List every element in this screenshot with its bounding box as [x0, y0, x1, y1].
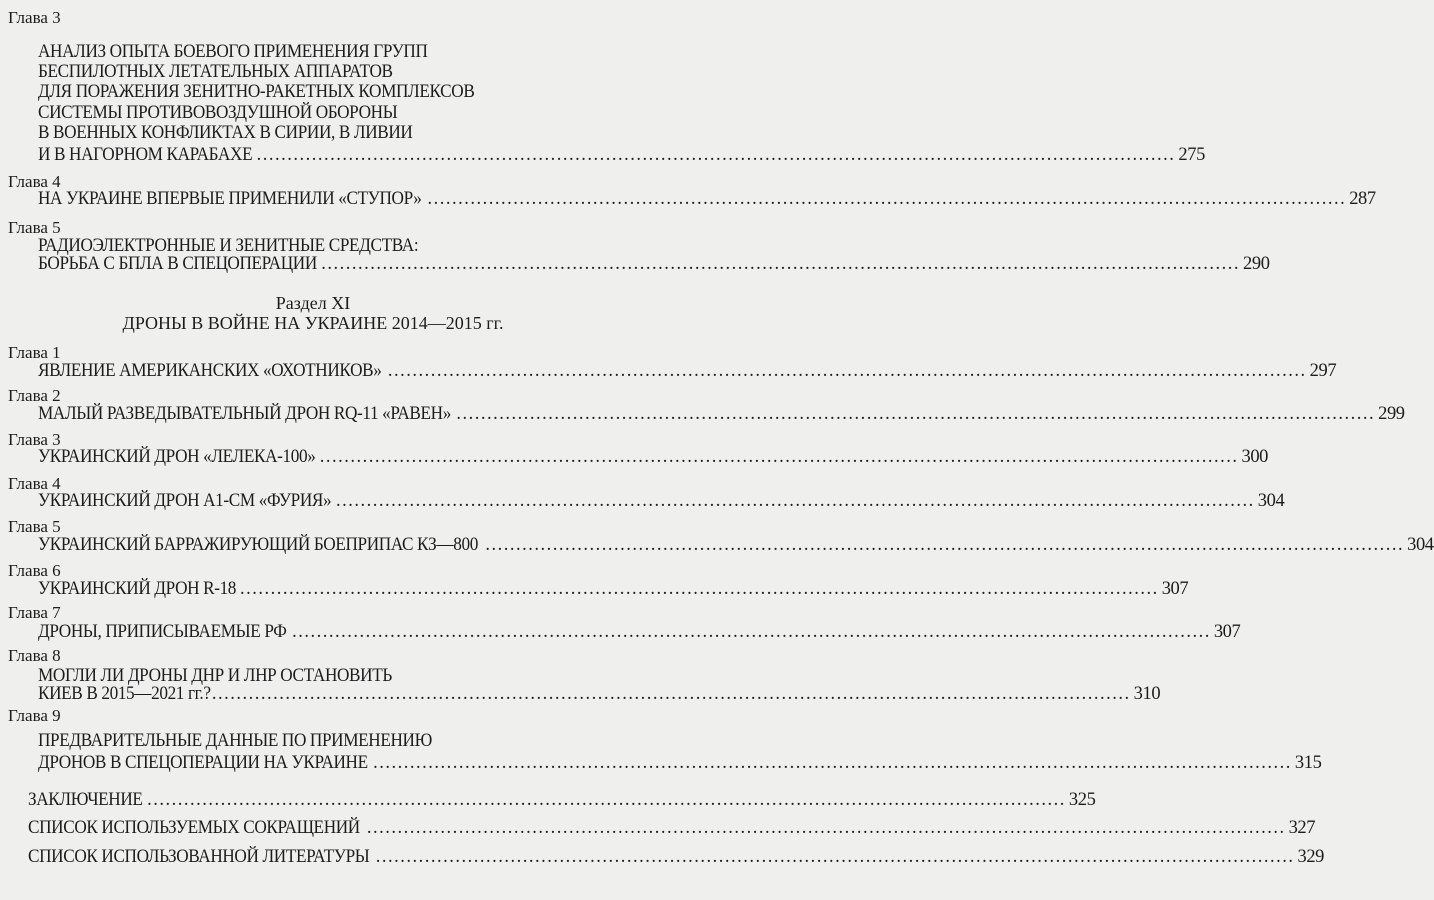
dot-leader	[320, 446, 1239, 468]
chapter-1-label: Глава 1	[8, 343, 61, 362]
entry-title: УКРАИНСКИЙ БАРРАЖИРУЮЩИЙ БОЕПРИПАС КЗ—800	[38, 535, 478, 555]
chapter-8-title-line	[38, 683, 1161, 705]
entry-title: УКРАИНСКИЙ ДРОН А1-СМ «ФУРИЯ»	[38, 491, 332, 511]
chapter-6-title-line	[38, 578, 1189, 600]
page-number: 300	[1241, 447, 1269, 467]
chapter-9-label: Глава 9	[8, 706, 61, 725]
page-number: 304	[1407, 535, 1434, 555]
chapter-3-title-line: ДЛЯ ПОРАЖЕНИЯ ЗЕНИТНО-РАКЕТНЫХ КОМПЛЕКСОВ	[38, 82, 475, 102]
entry-title: МАЛЫЙ РАЗВЕДЫВАТЕЛЬНЫЙ ДРОН RQ-11 «РАВЕН»	[38, 404, 451, 424]
chapter-6-label: Глава 6	[8, 561, 61, 580]
page-number: 287	[1349, 189, 1376, 209]
back-matter-entry	[28, 789, 1096, 811]
page-number: 307	[1161, 579, 1189, 599]
back-matter-entry	[28, 846, 1325, 868]
chapter-3-title-line: В ВОЕННЫХ КОНФЛИКТАХ В СИРИИ, В ЛИВИИ	[38, 123, 413, 143]
dot-leader	[456, 403, 1375, 425]
section-label: Раздел XI	[275, 293, 351, 313]
chapter-3-title-line: АНАЛИЗ ОПЫТА БОЕВОГО ПРИМЕНЕНИЯ ГРУПП	[38, 42, 428, 62]
dot-leader	[257, 144, 1176, 166]
entry-title: ДРОНОВ В СПЕЦОПЕРАЦИИ НА УКРАИНЕ	[38, 753, 368, 773]
dot-leader	[321, 253, 1240, 275]
page-number: 299	[1378, 404, 1405, 424]
page-number: 329	[1297, 847, 1325, 867]
chapter-3-title-line: СИСТЕМЫ ПРОТИВОВОЗДУШНОЙ ОБОРОНЫ	[38, 103, 398, 123]
dot-leader	[212, 683, 1131, 705]
entry-title: И В НАГОРНОМ КАРАБАХЕ	[38, 145, 253, 165]
dot-leader	[336, 490, 1255, 512]
chapter-3-title-line: БЕСПИЛОТНЫХ ЛЕТАТЕЛЬНЫХ АППАРАТОВ	[38, 62, 393, 82]
chapter-1-title-line	[38, 360, 1337, 382]
dot-leader	[147, 789, 1066, 811]
chapter-4-title-line	[38, 188, 1376, 210]
chapter-5-title-line: РАДИОЭЛЕКТРОННЫЕ И ЗЕНИТНЫЕ СРЕДСТВА:	[38, 236, 419, 256]
chapter-8-title-line: МОГЛИ ЛИ ДРОНЫ ДНР И ЛНР ОСТАНОВИТЬ	[38, 666, 392, 686]
chapter-3-title-line	[38, 446, 1269, 468]
chapter-5-label: Глава 5	[8, 517, 61, 536]
page-number: 304	[1257, 491, 1285, 511]
chapter-5-title-line	[38, 253, 1270, 275]
chapter-7-label: Глава 7	[8, 603, 61, 622]
page-number: 297	[1309, 361, 1337, 381]
chapter-2-title-line	[38, 403, 1405, 425]
page-number: 327	[1288, 818, 1316, 838]
dot-leader	[388, 360, 1307, 382]
entry-title: ЗАКЛЮЧЕНИЕ	[28, 790, 143, 810]
chapter-5-title-line	[38, 534, 1434, 556]
chapter-2-label: Глава 2	[8, 386, 61, 405]
entry-title: УКРАИНСКИЙ ДРОН R-18	[38, 579, 237, 599]
section-title: ДРОНЫ В ВОЙНЕ НА УКРАИНЕ 2014—2015 гг.	[122, 313, 504, 333]
chapter-3-title-line	[38, 144, 1205, 166]
page-number: 325	[1068, 790, 1096, 810]
dot-leader	[292, 621, 1211, 643]
chapter-4-label: Глава 4	[8, 172, 61, 191]
entry-title: БОРЬБА С БПЛА В СПЕЦОПЕРАЦИИ	[38, 254, 317, 274]
dot-leader	[427, 188, 1346, 210]
entry-title: СПИСОК ИСПОЛЬЗУЕМЫХ СОКРАЩЕНИЙ	[28, 818, 360, 838]
entry-title: УКРАИНСКИЙ ДРОН «ЛЕЛЕКА-100»	[38, 447, 316, 467]
dot-leader	[373, 752, 1292, 774]
page-number: 310	[1133, 684, 1161, 704]
chapter-5-label: Глава 5	[8, 218, 61, 237]
chapter-9-title-line	[38, 752, 1322, 774]
page-number: 275	[1178, 145, 1205, 165]
dot-leader	[376, 846, 1295, 868]
chapter-4-label: Глава 4	[8, 474, 61, 493]
page-number: 315	[1294, 753, 1322, 773]
dot-leader	[367, 817, 1286, 839]
page-number: 307	[1213, 622, 1241, 642]
chapter-7-title-line	[38, 621, 1241, 643]
back-matter-entry	[28, 817, 1316, 839]
dot-leader	[240, 578, 1159, 600]
chapter-9-title-line: ПРЕДВАРИТЕЛЬНЫЕ ДАННЫЕ ПО ПРИМЕНЕНИЮ	[38, 731, 432, 751]
entry-title: ЯВЛЕНИЕ АМЕРИКАНСКИХ «ОХОТНИКОВ»	[38, 361, 382, 381]
entry-title: СПИСОК ИСПОЛЬЗОВАННОЙ ЛИТЕРАТУРЫ	[28, 847, 370, 867]
chapter-8-label: Глава 8	[8, 646, 61, 665]
entry-title: КИЕВ В 2015—2021 гг.?	[38, 684, 211, 704]
entry-title: ДРОНЫ, ПРИПИСЫВАЕМЫЕ РФ	[38, 622, 287, 642]
dot-leader	[485, 534, 1404, 556]
chapter-3-label: Глава 3	[8, 8, 61, 27]
chapter-3-label: Глава 3	[8, 430, 61, 449]
page-number: 290	[1243, 254, 1270, 274]
chapter-4-title-line	[38, 490, 1285, 512]
entry-title: НА УКРАИНЕ ВПЕРВЫЕ ПРИМЕНИЛИ «СТУПОР»	[38, 189, 422, 209]
